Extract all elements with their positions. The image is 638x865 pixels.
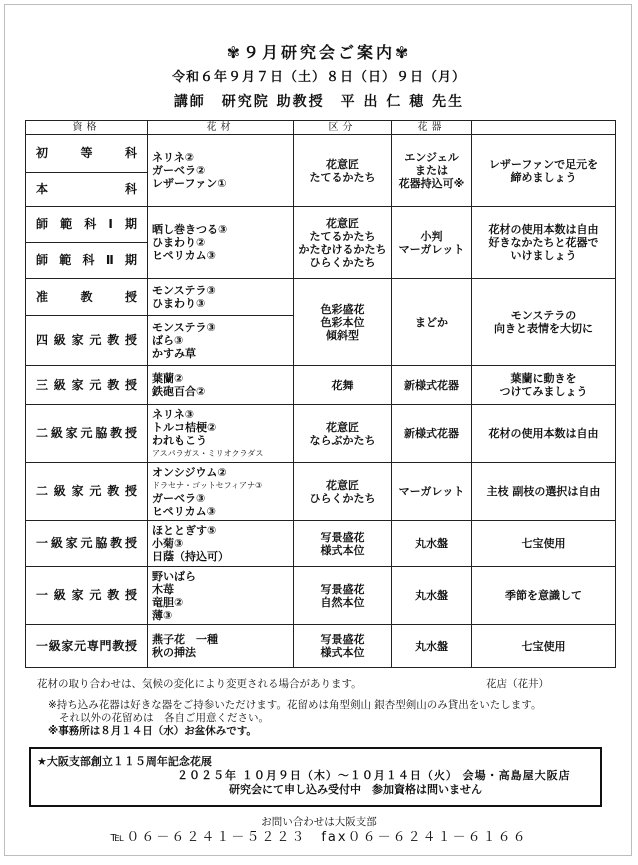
contact-label: お問い合わせは大阪支部	[261, 816, 377, 828]
note-cell: 季節を意識して	[472, 567, 616, 625]
note-item: 向きと表情を大切に	[494, 322, 593, 335]
note-line: ※事務所は８月１４日（水）お盆休みです。	[48, 725, 257, 737]
category-item: 自然本位	[320, 595, 365, 609]
category-cell	[294, 521, 392, 567]
vessel-cell: 新様式花器	[392, 366, 472, 405]
category-item: たてるかたち	[309, 229, 376, 243]
category-item: 花意匠	[326, 216, 359, 230]
flowers-cell	[148, 625, 294, 668]
vessel-item: 小判	[420, 229, 443, 243]
grade-cell: 一級家元専門教授	[26, 625, 148, 668]
flower-item: ばら③	[152, 334, 184, 347]
change-notice: 花材の取り合わせは、気候の変化により変更される場合があります。	[37, 678, 362, 690]
flower-item: 晒し巻きつる③	[152, 223, 228, 236]
note-cell: 花材の使用本数は自由	[472, 405, 616, 463]
florist-label: 花店（花井）	[486, 678, 549, 690]
vessel-cell: 丸水盤	[392, 625, 472, 668]
flowers-cell	[148, 366, 294, 405]
flowers-cell	[148, 207, 294, 279]
category-cell	[294, 405, 392, 463]
note-item: モンステラの	[510, 309, 577, 322]
vessel-item: マーガレット	[398, 242, 465, 256]
header-vessel: 花器	[392, 121, 472, 135]
flower-item: ドラセナ・ゴットセフィアナ③	[152, 480, 263, 490]
page-title: ✾９月研究会ご案内✾	[226, 43, 412, 62]
flowers-cell	[148, 463, 294, 521]
flower-item: ほととぎす⑤	[152, 524, 217, 537]
vessel-item: または	[415, 164, 448, 177]
flower-item: ヒペリカム③	[152, 504, 216, 518]
schedule-table	[25, 120, 616, 668]
note-item: いけましょう	[510, 249, 577, 262]
grade-cell: 一級家元教授	[26, 567, 148, 625]
grade-cell: 三級家元教授	[26, 366, 148, 405]
flower-item: われもこう	[152, 433, 207, 447]
flower-item: 薄③	[152, 608, 173, 622]
category-item: 花意匠	[326, 157, 359, 171]
flower-item: 燕子花 一種	[152, 633, 218, 646]
note-item: 葉蘭に動きを	[510, 372, 577, 385]
flower-item: オンシジウム②	[152, 465, 227, 479]
flower-item: 小菊③	[152, 537, 184, 550]
category-cell	[294, 567, 392, 625]
flower-item: モンステラ③	[152, 321, 216, 334]
vessel-cell: 丸水盤	[392, 521, 472, 567]
vessel-cell	[392, 135, 472, 207]
grade-cell: 本 科	[26, 173, 148, 207]
grade-cell: 二級家元教授	[26, 463, 148, 521]
note-item: 締めましょう	[510, 170, 577, 184]
contact-phone: ℡０６－６２４１－５２２３ fax０６－６２４１－６１６６	[110, 830, 528, 845]
category-cell	[294, 279, 392, 366]
note-cell	[472, 279, 616, 366]
grade-cell: 一級家元脇教授	[26, 521, 148, 567]
vessel-item: エンジェル	[404, 151, 459, 164]
category-item: 傾斜型	[326, 328, 359, 342]
category-item: ひらくかたち	[309, 491, 376, 505]
flower-item: 木苺	[152, 582, 174, 596]
flower-item: モンステラ③	[152, 284, 216, 297]
flower-item: レザーファン①	[152, 177, 227, 190]
vessel-cell: 丸水盤	[392, 567, 472, 625]
category-item: 花意匠	[326, 420, 359, 434]
flower-item: ヒペリカム③	[152, 249, 216, 262]
table-row	[26, 135, 616, 173]
category-item: 色彩盛花	[320, 302, 365, 316]
table-header-row	[26, 121, 616, 135]
flower-item: ひまわり③	[152, 297, 206, 310]
notes-block	[48, 699, 541, 738]
flowers-cell	[148, 567, 294, 625]
flower-item: ガーベラ③	[152, 491, 206, 505]
flower-item: 野いばら	[152, 569, 196, 583]
flower-item: 秋の挿法	[152, 646, 196, 659]
header-category: 区分	[294, 121, 392, 135]
note-item: 好きなかたちと花器で	[488, 236, 599, 249]
flower-item: 葉蘭②	[152, 372, 184, 385]
table-row	[26, 521, 616, 567]
note-cell	[472, 135, 616, 207]
flower-item: ひまわり②	[152, 236, 206, 249]
grade-cell: 師範科Ⅱ期	[26, 243, 148, 279]
category-cell	[294, 625, 392, 668]
category-item: 写景盛花	[320, 633, 365, 646]
table-row	[26, 625, 616, 668]
category-cell	[294, 463, 392, 521]
flower-item: 竜胆②	[152, 595, 184, 609]
table-row	[26, 207, 616, 243]
note-item: つけてみましょう	[499, 385, 588, 398]
category-item: 写景盛花	[320, 582, 365, 596]
table-row	[26, 279, 616, 316]
category-item: たてるかたち	[309, 170, 376, 184]
note-cell	[472, 207, 616, 279]
vessel-cell	[392, 207, 472, 279]
note-cell	[472, 366, 616, 405]
grade-cell: 師範科Ⅰ期	[26, 207, 148, 243]
flower-item: ネリネ②	[152, 151, 195, 164]
grade-cell: 四級家元教授	[26, 316, 148, 366]
category-item: ひらくかたち	[309, 255, 376, 269]
category-item: 様式本位	[320, 543, 365, 557]
grade-cell: 二級家元脇教授	[26, 405, 148, 463]
note-cell: 七宝使用	[472, 625, 616, 668]
category-item: 色彩本位	[320, 315, 365, 329]
note-line: ※持ち込み花器は好きな器をご持参いただけます。花留めは角型剣山 銀杏型剣山のみ貸出をいたします。	[48, 699, 542, 711]
category-item: ならぶかたち	[309, 433, 376, 447]
flower-item: かすみ草	[152, 347, 196, 360]
flowers-cell	[148, 279, 294, 316]
exhibition-entry: 研究会にて申し込み受付中 参加資格は問いません	[229, 783, 482, 796]
lecturer-line: 講師 研究院 助教授 平 出 仁 穂 先生	[173, 94, 465, 110]
header-grade: 資格	[26, 121, 148, 135]
flowers-cell	[148, 316, 294, 366]
category-item: 花意匠	[326, 478, 359, 492]
event-dates: 令和６年９月７日（土）８日（日）９日（月）	[171, 70, 466, 85]
category-cell	[294, 207, 392, 279]
flower-item: 日蔭（持込可）	[152, 550, 229, 563]
exhibition-title: ★大阪支部創立１１５周年記念花展	[37, 755, 212, 768]
table-row	[26, 567, 616, 625]
vessel-cell: 新様式花器	[392, 405, 472, 463]
header-note	[472, 121, 616, 135]
flowers-cell	[148, 405, 294, 463]
vessel-cell: マーガレット	[392, 463, 472, 521]
table-row	[26, 463, 616, 521]
category-cell	[294, 135, 392, 207]
category-cell: 花舞	[294, 366, 392, 405]
grade-cell: 初 等 科	[26, 135, 148, 173]
flower-item: ガーベラ②	[152, 164, 206, 177]
note-cell: 主枝 副枝の選択は自由	[472, 463, 616, 521]
flower-item: アスパラガス・ミリオクラダス	[152, 448, 264, 458]
grade-cell: 准 教 授	[26, 279, 148, 316]
category-item: かたむけるかたち	[298, 242, 387, 256]
vessel-cell: まどか	[392, 279, 472, 366]
exhibition-dates: ２０２５年 １０月９日（木）～１０月１４日（火） 会場・高島屋大阪店	[177, 769, 571, 782]
note-item: レザーファンで足元を	[488, 157, 599, 171]
note-cell: 七宝使用	[472, 521, 616, 567]
exhibition-box	[29, 747, 602, 807]
vessel-item: 花器持込可※	[398, 177, 465, 190]
note-item: 花材の使用本数は自由	[488, 223, 599, 236]
flower-item: ネリネ③	[152, 407, 195, 421]
table-row	[26, 366, 616, 405]
flowers-cell	[148, 135, 294, 207]
category-item: 写景盛花	[320, 530, 365, 544]
flower-item: トルコ桔梗②	[152, 420, 217, 434]
table-row	[26, 405, 616, 463]
header-flowers: 花材	[148, 121, 294, 135]
category-item: 様式本位	[320, 646, 365, 659]
flowers-cell	[148, 521, 294, 567]
note-line: それ以外の花留めは 各自ご用意ください。	[59, 712, 269, 724]
flower-item: 鉄砲百合②	[152, 385, 206, 398]
